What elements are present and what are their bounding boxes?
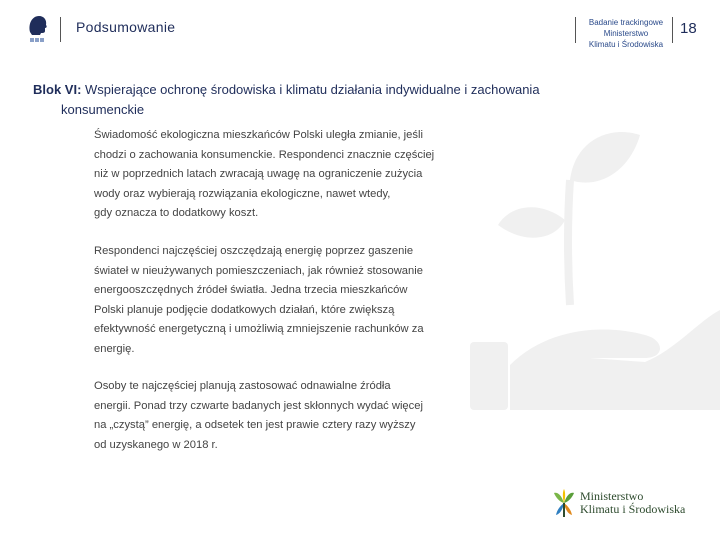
paragraph-line: Świadomość ekologiczna mieszkańców Polski uległa zmianie, jeśli	[94, 129, 423, 141]
page-number: 18	[680, 20, 697, 37]
header-divider-right-2	[672, 17, 673, 43]
paragraph-line: wody oraz wybierają rozwiązania ekologiczne, nawet wtedy,	[94, 187, 391, 200]
paragraph-line: Osoby te najczęściej planują zastosować odnawialne źródła	[94, 380, 391, 392]
paragraph-line: efektywność energetyczną i umożliwią zmniejszenie rachunków za	[94, 323, 424, 335]
paragraph-line: Respondenci najczęściej oszczędzają energię poprzez gaszenie	[94, 245, 414, 257]
ministry-name-line-2: Klimatu i Środowiska	[580, 502, 686, 516]
paragraph-line: energii. Ponad trzy czwarte badanych jest skłonnych wydać więcej	[94, 399, 423, 412]
header-divider-right-1	[575, 17, 576, 43]
header-title: Podsumowanie	[76, 19, 176, 35]
paragraph-energy-saving	[94, 242, 486, 359]
paragraph-awareness	[94, 126, 486, 224]
paragraph-renewable-energy	[94, 377, 486, 455]
block-title-continuation: konsumenckie	[61, 102, 145, 117]
header-divider-left	[60, 17, 61, 42]
header-study-name	[580, 17, 672, 50]
company-logo-icon	[26, 14, 48, 46]
ministry-emblem-icon	[552, 488, 576, 518]
paragraph-line: chodzi o zachowania konsumenckie. Respondenci znacznie częściej	[94, 148, 435, 161]
paragraph-line: niż w poprzednich latach zwracają uwagę na ograniczenie zużycia	[94, 168, 423, 180]
header-study-line-1: Badanie trackingowe	[588, 18, 664, 27]
block-label: Blok VI:	[33, 82, 82, 97]
header-study-line-3: Klimatu i Środowiska	[588, 40, 664, 49]
block-heading	[33, 80, 673, 120]
header-study-line-2: Ministerstwo	[603, 29, 649, 38]
paragraph-line: gdy oznacza to dodatkowy koszt.	[94, 207, 259, 219]
paragraph-line: energię.	[94, 342, 135, 355]
paragraph-line: Polski planuje podjęcie dodatkowych działań, które zwiększą	[94, 303, 395, 316]
block-title-text: Wspierające ochronę środowiska i klimatu działania indywidualne i zachowania	[85, 82, 540, 97]
hand-plant-icon	[470, 120, 720, 410]
paragraph-line: od uzyskanego w 2018 r.	[94, 438, 218, 451]
paragraph-line: energooszczędnych źródeł światła. Jedna trzecia mieszkańców	[94, 284, 408, 296]
paragraph-line: na „czystą” energię, a odsetek ten jest prawie cztery razy wyższy	[94, 419, 416, 431]
paragraph-line: świateł w nieużywanych pomieszczeniach, jak również stosowanie	[94, 264, 423, 277]
ministry-name-line-1: Ministerstwo	[580, 489, 644, 503]
ministry-name	[580, 490, 685, 516]
